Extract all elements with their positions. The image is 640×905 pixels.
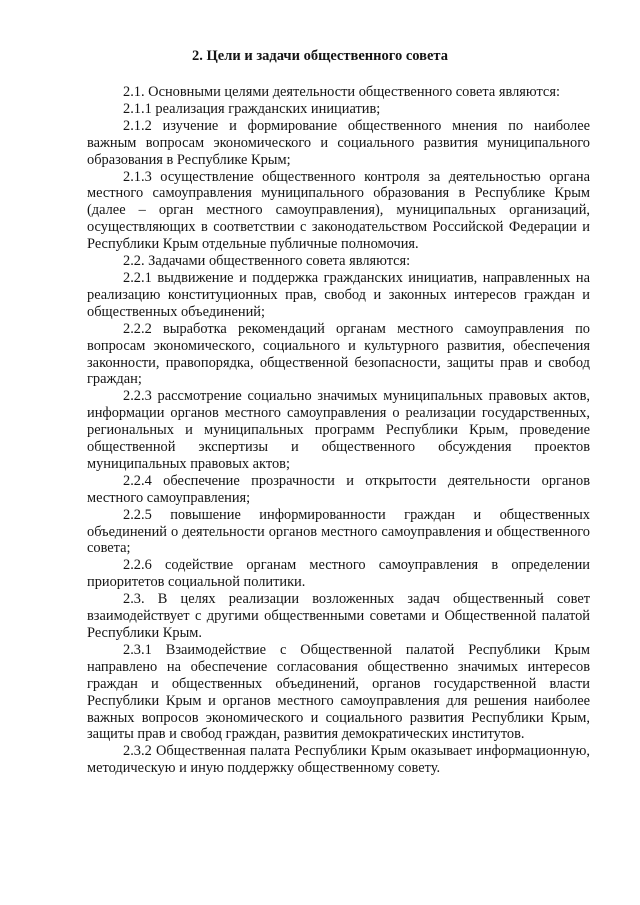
paragraph-2-1-3: 2.1.3 осуществление общественного контроля за деятельностью органа местного самоуправления муниципального образования в Республике Крым (далее – орган местного самоуправления), муниципальных организаций, осуществляющих в соответствии с законодательством Российской Федерации и Республики Крым отдельные публичные полномочия. (87, 168, 590, 253)
section-title: 2. Цели и задачи общественного совета (192, 48, 448, 64)
paragraph-2-2-2: 2.2.2 выработка рекомендаций органам местного самоуправления по вопросам экономического, социального и культурного развития, обеспечения законности, правопорядка, общественной безопасности, защиты прав и свобод граждан; (87, 320, 590, 388)
document-body (87, 84, 590, 777)
paragraph-2-1-2: 2.1.2 изучение и формирование общественного мнения по наиболее важным вопросам экономического и социального развития муниципального образования в Республике Крым; (87, 117, 590, 168)
paragraph-2-3-2: 2.3.2 Общественная палата Республики Крым оказывает информационную, методическую и иную поддержку общественному совету. (87, 743, 590, 777)
paragraph-2-2-5: 2.2.5 повышение информированности граждан и общественных объединений о деятельности органов местного самоуправления и общественного совета; (87, 506, 590, 557)
paragraph-2-1-1: 2.1.1 реализация гражданских инициатив; (123, 100, 381, 117)
paragraph-2-2-4: 2.2.4 обеспечение прозрачности и открытости деятельности органов местного самоуправления; (87, 472, 590, 506)
paragraph-2-2: 2.2. Задачами общественного совета являются: (123, 253, 411, 270)
paragraph-2-1: 2.1. Основными целями деятельности общественного совета являются: (123, 84, 560, 100)
paragraph-2-2-6: 2.2.6 содействие органам местного самоуправления в определении приоритетов социальной политики. (87, 557, 590, 591)
paragraph-2-2-1: 2.2.1 выдвижение и поддержка гражданских инициатив, направленных на реализацию конституционных прав, свобод и законных интересов граждан и общественных объединений; (87, 269, 590, 320)
paragraph-2-2-3: 2.2.3 рассмотрение социально значимых муниципальных правовых актов, информации органов местного самоуправления о реализации государственных, региональных и муниципальных программ Республики Крым, проведение общественной экспертизы и общественного обсуждения проектов муниципальных правовых актов; (87, 388, 590, 472)
paragraph-2-3: 2.3. В целях реализации возложенных задач общественный совет взаимодействует с другими общественными советами и Общественной палатой Республики Крым. (87, 591, 590, 641)
paragraph-2-3-1: 2.3.1 Взаимодействие с Общественной палатой Республики Крым направлено на обеспечение согласования общественно значимых интересов граждан и общественных объединений, органов государственной власти Республики Крым и органов местного самоуправления для решения наиболее важных вопросов экономического и социального развития Республики Крым, защиты прав и свобод граждан, развития демократических институтов. (87, 641, 590, 743)
